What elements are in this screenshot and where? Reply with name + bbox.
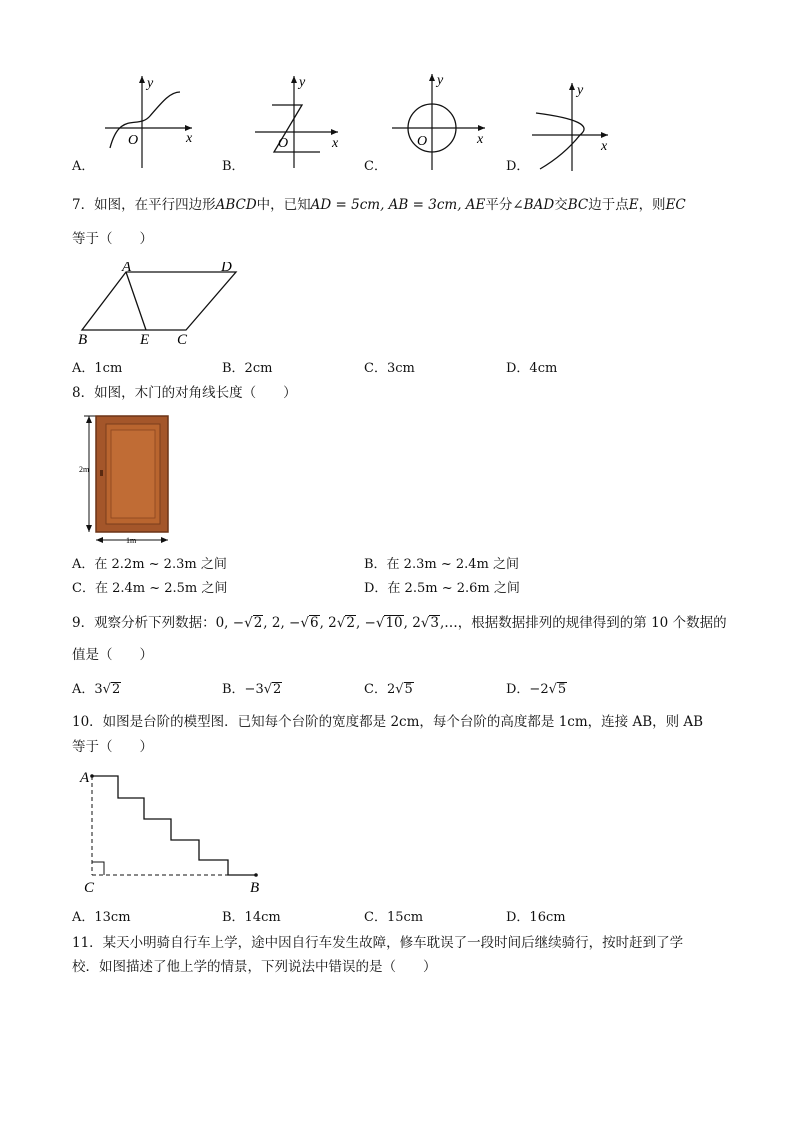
q8-option-d: D．在 2.5m ~ 2.6m 之间 xyxy=(364,581,520,596)
q10-question-line2: 等于（ ） xyxy=(72,739,153,755)
svg-text:y: y xyxy=(577,83,584,98)
q7-question-line2: 等于（ ） xyxy=(72,231,153,247)
svg-text:1m: 1m xyxy=(126,536,137,545)
svg-text:D: D xyxy=(221,262,232,275)
svg-text:A: A xyxy=(122,262,132,275)
door-handle-icon xyxy=(100,470,103,476)
svg-text:O: O xyxy=(128,133,139,148)
q6-option-c: C． xyxy=(364,159,387,174)
q9-option-d: D．−2√5 xyxy=(506,682,567,697)
q7-option-d: D．4cm xyxy=(506,361,558,376)
q8-option-a: A．在 2.2m ~ 2.3m 之间 xyxy=(72,557,227,572)
q7-option-c: C．3cm xyxy=(364,361,415,376)
q6-option-d: D． xyxy=(506,159,530,174)
q11-question-line2: 校．如图描述了他上学的情景，下列说法中错误的是（ ） xyxy=(72,959,437,975)
svg-text:y: y xyxy=(147,76,154,91)
q9-option-a: A．3√2 xyxy=(72,682,121,697)
svg-text:x: x xyxy=(477,132,484,147)
svg-text:2m: 2m xyxy=(79,465,90,474)
q6-option-b: B． xyxy=(222,159,245,174)
q10-staircase-figure xyxy=(74,766,274,896)
svg-text:O: O xyxy=(278,136,289,151)
q10-option-d: D．16cm xyxy=(506,910,566,925)
svg-text:x: x xyxy=(601,139,608,154)
svg-text:y: y xyxy=(437,73,444,88)
svg-text:C: C xyxy=(177,332,188,348)
q9-question-line2: 值是（ ） xyxy=(72,647,153,663)
q7-option-a: A．1cm xyxy=(72,361,123,376)
svg-text:y: y xyxy=(299,75,306,90)
q9-question-line1: 9．观察分析下列数据：0, −√2, 2, −√6, 2√2, −√10, 2√3,…，根据数据排列的规律得到的第 10 个数据的 xyxy=(72,615,727,631)
graph-d-figure xyxy=(528,75,618,175)
graph-c-figure xyxy=(390,70,500,170)
q6-graphs xyxy=(60,70,620,185)
svg-text:B: B xyxy=(78,332,88,348)
svg-text:O: O xyxy=(417,134,428,149)
svg-text:x: x xyxy=(186,131,193,146)
q11-question-line1: 11．某天小明骑自行车上学，途中因自行车发生故障，修车耽误了一段时间后继续骑行，按时赶到了学 xyxy=(72,935,684,951)
q9-option-c: C．2√5 xyxy=(364,682,413,697)
q9-option-b: B．−3√2 xyxy=(222,682,282,697)
q8-option-c: C．在 2.4m ~ 2.5m 之间 xyxy=(72,581,228,596)
q7-option-b: B．2cm xyxy=(222,361,273,376)
q8-option-b: B．在 2.3m ~ 2.4m 之间 xyxy=(364,557,519,572)
q10-option-a: A．13cm xyxy=(72,910,131,925)
svg-text:A: A xyxy=(80,770,90,786)
svg-text:E: E xyxy=(140,332,150,348)
q10-question-line1: 10．如图是台阶的模型图．已知每个台阶的宽度都是 2cm，每个台阶的高度都是 1cm，连接 AB，则 AB xyxy=(72,714,704,730)
q6-option-a: A． xyxy=(72,159,95,174)
q7-question-line1: 7．如图，在平行四边形ABCD中，已知AD = 5cm, AB = 3cm, AE平分∠BAD交BC边于点E，则EC xyxy=(72,197,686,213)
graph-b-figure xyxy=(250,70,350,170)
q7-parallelogram-figure xyxy=(74,262,254,348)
q10-option-c: C．15cm xyxy=(364,910,424,925)
graph-a-figure xyxy=(100,70,200,170)
q8-door-figure xyxy=(74,410,179,548)
q10-option-b: B．14cm xyxy=(222,910,281,925)
q8-question: 8．如图，木门的对角线长度（ ） xyxy=(72,385,297,401)
svg-text:C: C xyxy=(84,880,95,896)
svg-text:B: B xyxy=(250,880,260,896)
svg-text:x: x xyxy=(332,136,339,151)
